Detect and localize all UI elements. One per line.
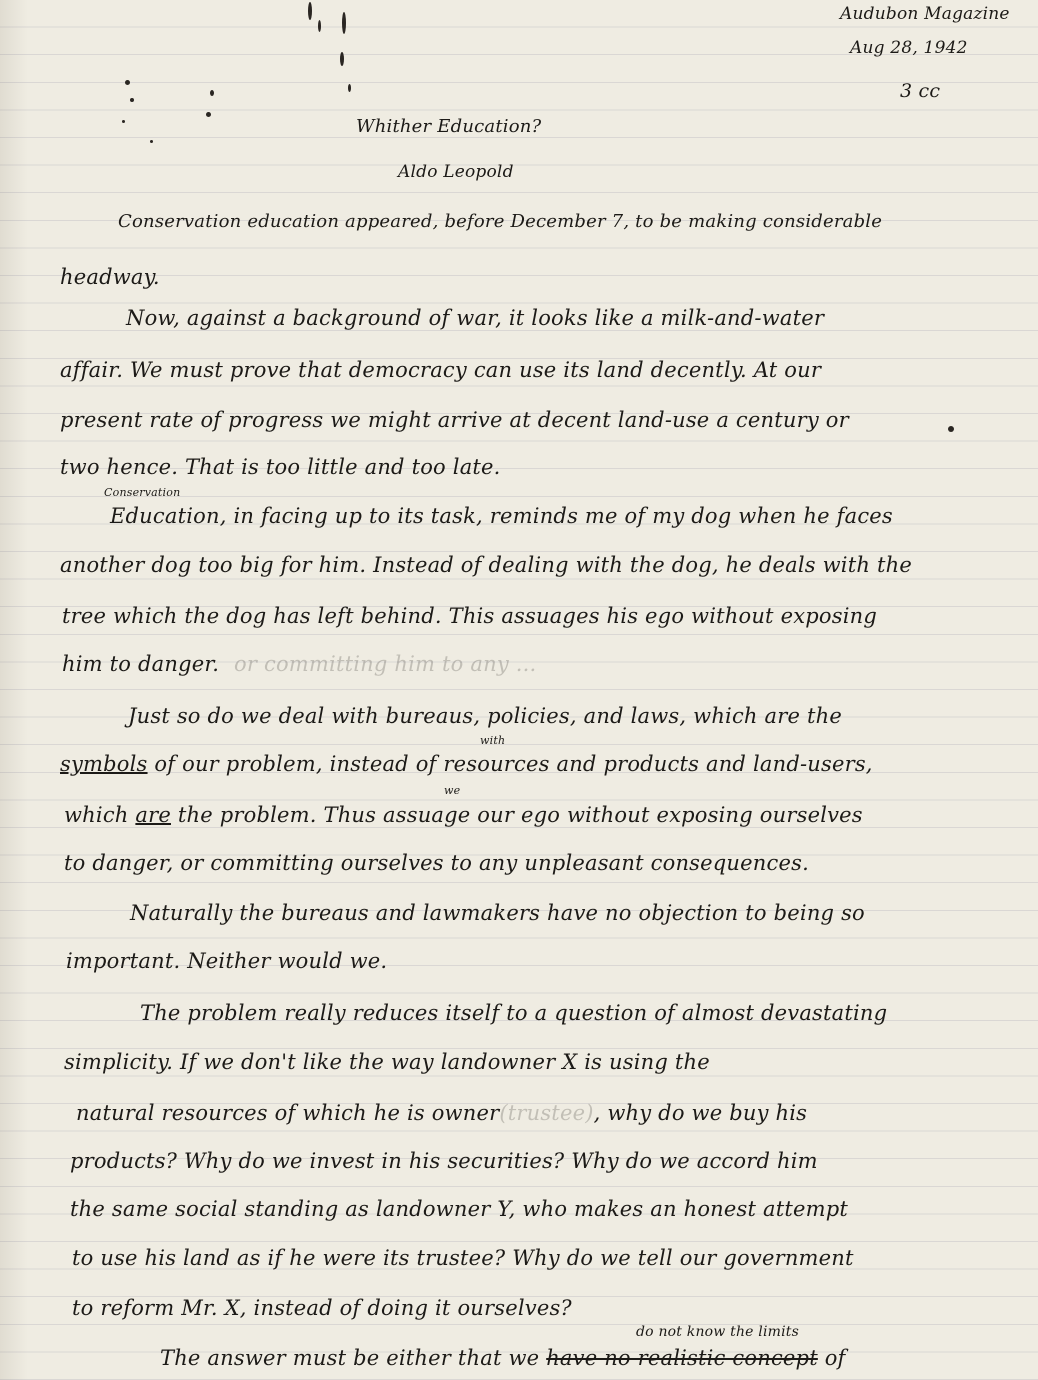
body-line-19-erased: (trustee): [499, 1101, 594, 1125]
body-line-18: simplicity. If we don't like the way landowner X is using the: [64, 1050, 710, 1074]
body-line-12: [60, 752, 873, 776]
body-line-24-end: of: [817, 1346, 846, 1370]
body-line-8: another dog too big for him. Instead of dealing with the dog, he deals with the: [60, 553, 912, 577]
body-line-16: important. Neither would we.: [66, 949, 388, 973]
body-line-20: products? Why do we invest in his securities? Why do we accord him: [70, 1149, 818, 1173]
body-line-9: tree which the dog has left behind. This assuages his ego without exposing: [62, 604, 877, 628]
body-line-19-start: natural resources of which he is owner: [76, 1101, 500, 1125]
body-line-15: Naturally the bureaus and lawmakers have no objection to being so: [130, 901, 865, 925]
document-title: Whither Education?: [356, 116, 542, 137]
body-line-11: Just so do we deal with bureaus, policies, and laws, which are the: [128, 704, 842, 728]
body-line-19-end: , why do we buy his: [593, 1101, 808, 1125]
publication-note: Audubon Magazine: [840, 4, 1010, 24]
body-line-17: The problem really reduces itself to a question of almost devastating: [140, 1001, 888, 1025]
body-line-23: to reform Mr. X, instead of doing it ourselves?: [72, 1296, 572, 1320]
author-name: Aldo Leopold: [398, 162, 514, 182]
body-line-12-middle: of our problem, instead of: [147, 752, 444, 776]
body-line-13-middle: the problem. Thus: [170, 803, 384, 827]
body-line-24: [160, 1346, 846, 1370]
ink-dot: [948, 426, 954, 432]
body-line-10: [62, 652, 536, 676]
body-line-24-start: The answer must be either that we: [160, 1346, 547, 1370]
insert-do-not-know: do not know the limits: [636, 1324, 800, 1340]
body-line-13-end: assuage our ego without exposing ourselves: [383, 803, 863, 827]
body-line-5: present rate of progress we might arrive at decent land-use a century or: [60, 408, 849, 432]
insert-with: with: [480, 734, 506, 747]
body-line-13-underlined: are: [135, 803, 171, 827]
body-line-14: to danger, or committing ourselves to any unpleasant consequences.: [64, 851, 809, 875]
body-line-10-text: him to danger.: [62, 652, 220, 676]
body-line-6: two hence. That is too little and too late.: [60, 455, 501, 479]
body-line-1: Conservation education appeared, before December 7, to be making considerable: [118, 211, 883, 232]
body-line-4: affair. We must prove that democracy can use its land decently. At our: [60, 358, 822, 382]
copies-note: 3 cc: [900, 80, 941, 102]
body-line-10-erased: or committing him to any ...: [234, 652, 537, 676]
insert-we: we: [444, 784, 461, 797]
body-line-22: to use his land as if he were its trustee? Why do we tell our government: [72, 1246, 854, 1270]
body-line-12-underlined: symbols: [60, 752, 148, 776]
body-line-13: [64, 803, 863, 827]
body-line-13-start: which: [64, 803, 136, 827]
body-line-12-end: resources and products and land-users,: [443, 752, 873, 776]
body-line-2: headway.: [60, 265, 160, 289]
body-line-24-struck: have no realistic concept: [546, 1346, 818, 1370]
body-line-3: Now, against a background of war, it looks like a milk-and-water: [126, 306, 825, 330]
insert-conservation: Conservation: [104, 486, 181, 499]
date-note: Aug 28, 1942: [850, 38, 968, 58]
body-line-21: the same social standing as landowner Y, who makes an honest attempt: [70, 1197, 849, 1221]
body-line-7: Education, in facing up to its task, reminds me of my dog when he faces: [110, 504, 893, 528]
body-line-19: [76, 1101, 807, 1125]
